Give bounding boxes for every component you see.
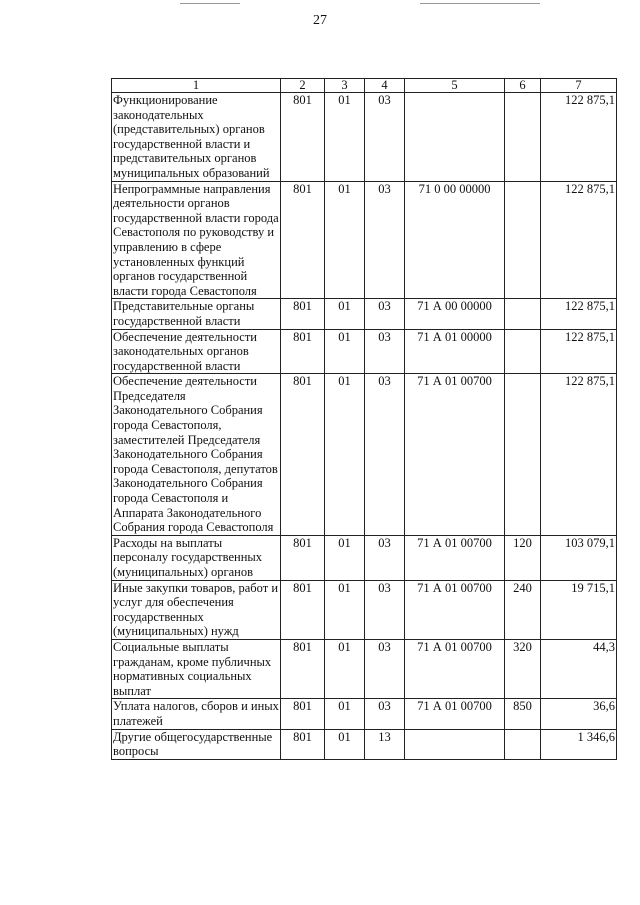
expense-type-code (505, 181, 541, 299)
expense-name: Обеспечение деятельности Председателя Законодательного Собрания города Севастополя, заместителей Председателя Законодательного Собрания города Севастополя, депутатов Законодательного Собрания города Севастополя и Аппарата Законодательного Собрания города Севастополя (112, 374, 281, 536)
expense-type-code (505, 729, 541, 759)
expense-type-code: 240 (505, 580, 541, 639)
section-code: 01 (325, 181, 365, 299)
subsection-code: 03 (365, 535, 405, 580)
section-code: 01 (325, 535, 365, 580)
ministry-code: 801 (281, 374, 325, 536)
scan-artifact-line (420, 3, 540, 4)
column-header: 1 (112, 79, 281, 93)
scan-artifact-line (180, 3, 240, 4)
section-code: 01 (325, 374, 365, 536)
section-code: 01 (325, 729, 365, 759)
section-code: 01 (325, 580, 365, 639)
subsection-code: 03 (365, 580, 405, 639)
expense-type-code: 120 (505, 535, 541, 580)
column-header: 4 (365, 79, 405, 93)
expense-name: Непрограммные направления деятельности органов государственной власти города Севастополя по руководству и управлению в сфере установленных функций органов государственной власти города Севастополя (113, 181, 279, 298)
table-row (112, 580, 617, 639)
expense-name: Расходы на выплаты персоналу государственных (муниципальных) органов (112, 535, 281, 580)
target-article-code (405, 729, 505, 759)
amount: 122 875,1 (541, 329, 617, 374)
section-code: 01 (325, 699, 365, 729)
column-number-row (112, 79, 617, 93)
amount: 19 715,1 (541, 580, 617, 639)
target-article-code: 71 А 01 00700 (405, 580, 505, 639)
section-code: 01 (325, 639, 365, 698)
table-row (112, 374, 617, 536)
section-code: 01 (325, 93, 365, 182)
expense-type-code (505, 93, 541, 182)
subsection-code: 03 (365, 639, 405, 698)
ministry-code: 801 (281, 580, 325, 639)
target-article-code: 71 А 01 00700 (405, 535, 505, 580)
subsection-code: 03 (365, 699, 405, 729)
expense-name: Обеспечение деятельности законодательных органов государственной власти (112, 329, 281, 374)
table-row (112, 181, 617, 299)
section-code: 01 (325, 329, 365, 374)
expense-type-code: 320 (505, 639, 541, 698)
amount: 36,6 (541, 699, 617, 729)
subsection-code: 03 (365, 374, 405, 536)
ministry-code: 801 (281, 181, 325, 299)
ministry-code: 801 (281, 699, 325, 729)
target-article-code: 71 А 00 00000 (405, 299, 505, 329)
expense-name: Функционирование законодательных (представительных) органов государственной власти и представительных органов муниципальных образований (112, 93, 281, 182)
ministry-code: 801 (281, 535, 325, 580)
amount: 44,3 (541, 639, 617, 698)
amount: 122 875,1 (541, 93, 617, 182)
expense-type-code (505, 299, 541, 329)
section-code: 01 (325, 299, 365, 329)
subsection-code: 03 (365, 93, 405, 182)
table-row (112, 639, 617, 698)
expense-name: Социальные выплаты гражданам, кроме публичных нормативных социальных выплат (112, 639, 281, 698)
subsection-code: 03 (365, 299, 405, 329)
target-article-code: 71 А 01 00700 (405, 374, 505, 536)
budget-table (111, 78, 617, 760)
column-header: 5 (405, 79, 505, 93)
ministry-code: 801 (281, 329, 325, 374)
column-header: 7 (541, 79, 617, 93)
expense-name: Представительные органы государственной власти (112, 299, 281, 329)
target-article-code: 71 А 01 00700 (405, 699, 505, 729)
column-header: 6 (505, 79, 541, 93)
ministry-code: 801 (281, 729, 325, 759)
column-header: 2 (281, 79, 325, 93)
ministry-code: 801 (281, 93, 325, 182)
amount: 122 875,1 (541, 181, 617, 299)
expense-name: Уплата налогов, сборов и иных платежей (113, 699, 279, 728)
expense-type-code: 850 (505, 699, 541, 729)
page-number: 27 (313, 13, 327, 28)
subsection-code: 03 (365, 181, 405, 299)
table-row (112, 535, 617, 580)
target-article-code (405, 93, 505, 182)
column-header: 3 (325, 79, 365, 93)
target-article-code: 71 0 00 00000 (405, 181, 505, 299)
table-row (112, 299, 617, 329)
amount: 1 346,6 (541, 729, 617, 759)
ministry-code: 801 (281, 639, 325, 698)
subsection-code: 03 (365, 329, 405, 374)
subsection-code: 13 (365, 729, 405, 759)
ministry-code: 801 (281, 299, 325, 329)
table-row (112, 93, 617, 182)
expense-type-code (505, 329, 541, 374)
expense-type-code (505, 374, 541, 536)
table-row (112, 699, 617, 729)
amount: 122 875,1 (541, 374, 617, 536)
expense-name: Другие общегосударственные вопросы (112, 729, 281, 759)
amount: 122 875,1 (541, 299, 617, 329)
target-article-code: 71 А 01 00700 (405, 639, 505, 698)
expense-name: Иные закупки товаров, работ и услуг для обеспечения государственных (муниципальных) нужд (112, 580, 281, 639)
table-row (112, 729, 617, 759)
table-row (112, 329, 617, 374)
target-article-code: 71 А 01 00000 (405, 329, 505, 374)
amount: 103 079,1 (541, 535, 617, 580)
